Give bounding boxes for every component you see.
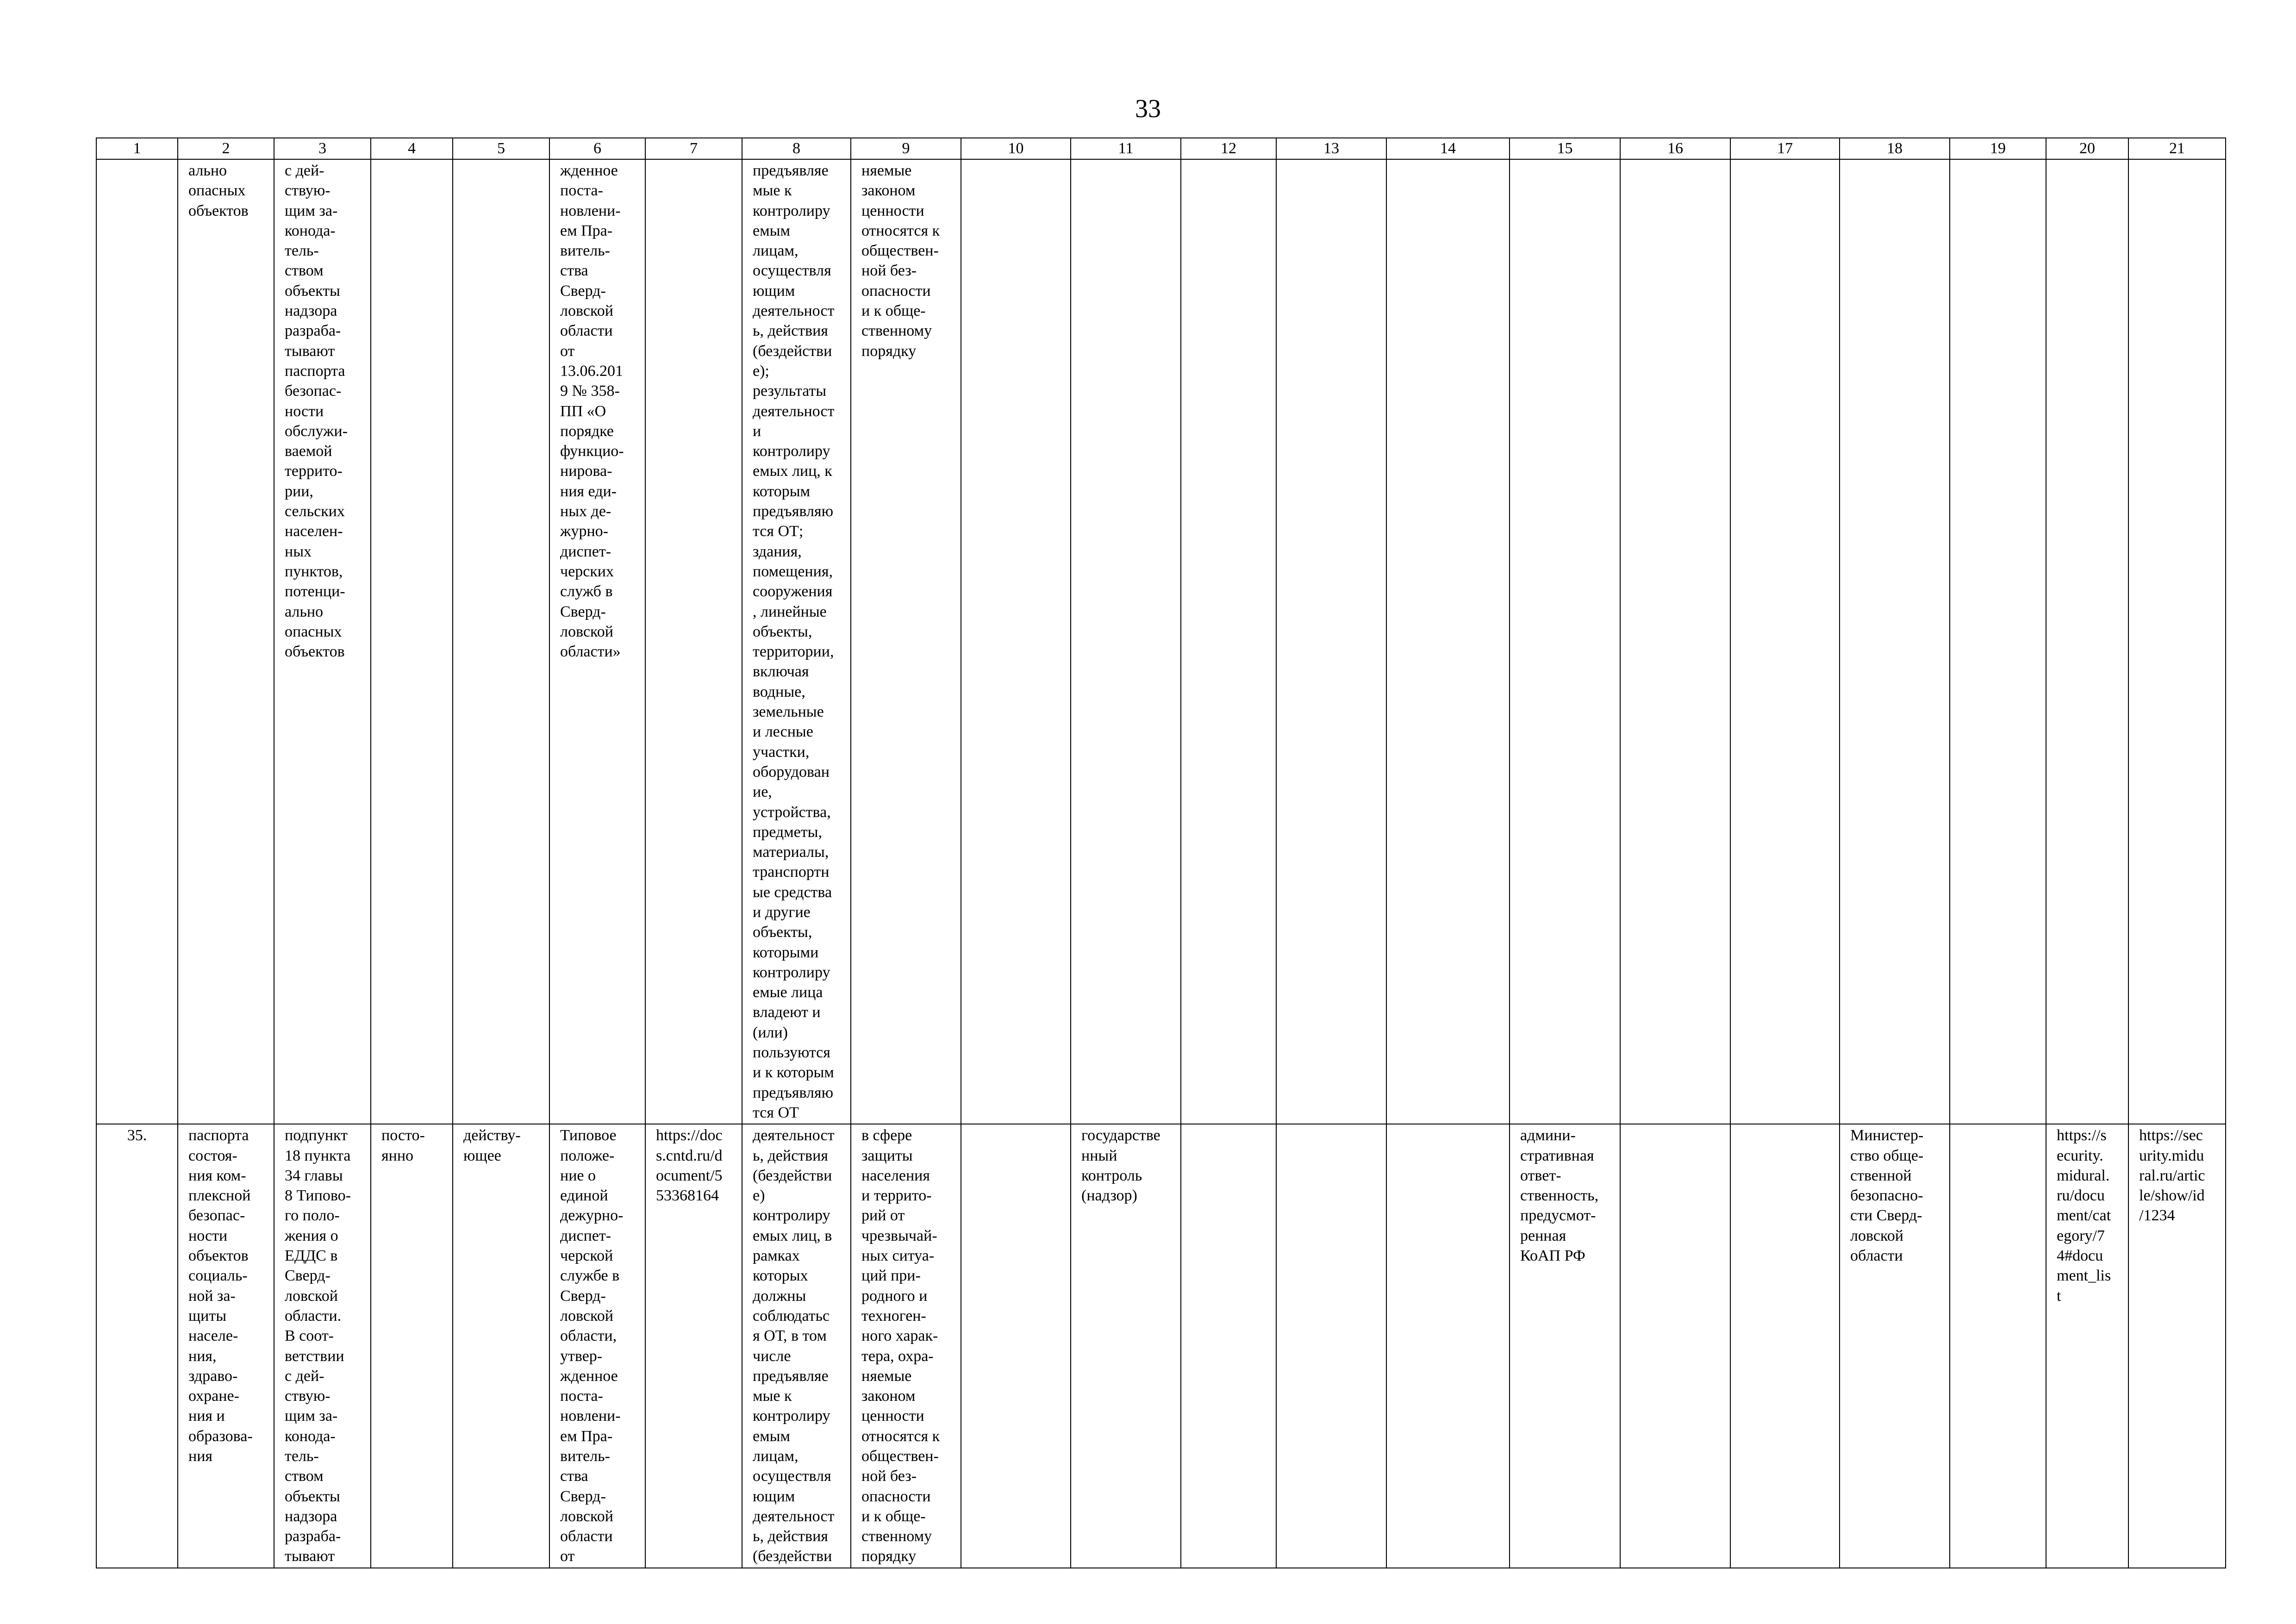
column-number: 9	[851, 138, 961, 159]
table-cell	[1071, 159, 1181, 1124]
table-cell: Министер- ство обще- ственной безопасно- сти Сверд- ловской области	[1840, 1124, 1950, 1568]
table-cell: https://s ecurity. midural. ru/docu ment/cat egory/7 4#docu ment_lis t	[2046, 1124, 2128, 1568]
column-number: 16	[1620, 138, 1730, 159]
table-cell	[1181, 159, 1276, 1124]
column-number: 8	[742, 138, 851, 159]
table-cell: жденное поста- новлени- ем Пра- витель- ства Сверд- ловской области от 13.06.201 9 № 358- ПП «О порядке функцио- нирова- ния еди- ных де- журно- диспет- черских служб в Сверд- ловской области»	[549, 159, 645, 1124]
table-cell	[1181, 1124, 1276, 1568]
table-cell: няемые законом ценности относятся к обществен- ной без- опасности и к обще- ственному порядку	[851, 159, 961, 1124]
table-row	[96, 159, 2226, 1124]
table-cell: с дей- ствую- щим за- конода- тель- ством объекты надзора разраба- тывают паспорта безопас- ности обслужи- ваемой террито- рии, сельских населен- ных пунктов, потенци- ально опасных объектов	[274, 159, 371, 1124]
table-cell: https://doc s.cntd.ru/d ocument/5 53368164	[645, 1124, 742, 1568]
table-cell	[2128, 159, 2226, 1124]
column-number: 17	[1730, 138, 1840, 159]
table-cell: государстве нный контроль (надзор)	[1071, 1124, 1181, 1568]
table-cell	[1950, 1124, 2046, 1568]
column-number: 15	[1510, 138, 1620, 159]
table-cell: Типовое положе- ние о единой дежурно- диспет- черской службе в Сверд- ловской области, утвер- жденное поста- новлени- ем Пра- витель- ства Сверд- ловской области от	[549, 1124, 645, 1568]
table-cell	[1276, 1124, 1386, 1568]
table-cell: в сфере защиты населения и террито- рий от чрезвычай- ных ситуа- ций при- родного и техноген- ного харак- тера, охра- няемые законом ценности относятся к обществен- ной без- опасности и к обще- ственному порядку	[851, 1124, 961, 1568]
column-number: 3	[274, 138, 371, 159]
column-number: 21	[2128, 138, 2226, 159]
column-number: 11	[1071, 138, 1181, 159]
table-cell	[1950, 159, 2046, 1124]
table-cell: паспорта состоя- ния ком- плексной безопас- ности объектов социаль- ной за- щиты населе- ния, здраво- охране- ния и образова- ния	[178, 1124, 274, 1568]
table-cell	[1510, 159, 1620, 1124]
table-cell	[1386, 1124, 1510, 1568]
column-number: 12	[1181, 138, 1276, 159]
column-number: 4	[371, 138, 453, 159]
table-row	[96, 1124, 2226, 1568]
table-cell	[371, 159, 453, 1124]
table-cell: предъявляе мые к контролиру емым лицам, осуществля ющим деятельност ь, действия (бездействи е); результаты деятельност и контролиру емых лиц, к которым предъявляю тся ОТ; здания, помещения, сооружения , линейные объекты, территории, включая водные, земельные и лесные участки, оборудован ие, устройства, предметы, материалы, транспортн ые средства и другие объекты, которыми контролиру емые лица владеют и (или) пользуются и к которым предъявляю тся ОТ	[742, 159, 851, 1124]
column-number-row	[96, 138, 2226, 159]
table-cell: 35.	[96, 1124, 178, 1568]
table-cell: админи- стративная ответ- ственность, предусмот- ренная КоАП РФ	[1510, 1124, 1620, 1568]
table-cell	[961, 1124, 1071, 1568]
table-cell: посто- янно	[371, 1124, 453, 1568]
column-number: 1	[96, 138, 178, 159]
table-cell	[1620, 1124, 1730, 1568]
column-number: 19	[1950, 138, 2046, 159]
table-cell	[1730, 1124, 1840, 1568]
table-cell: ально опасных объектов	[178, 159, 274, 1124]
table-cell	[1620, 159, 1730, 1124]
document-table	[96, 137, 2226, 1568]
column-number: 13	[1276, 138, 1386, 159]
column-number: 2	[178, 138, 274, 159]
column-number: 18	[1840, 138, 1950, 159]
column-number: 6	[549, 138, 645, 159]
table-cell	[453, 159, 549, 1124]
table-cell	[96, 159, 178, 1124]
table-cell: деятельност ь, действия (бездействи е) контролиру емых лиц, в рамках которых должны соблюдатьс я ОТ, в том числе предъявляе мые к контролиру емым лицам, осуществля ющим деятельност ь, действия (бездействи	[742, 1124, 851, 1568]
column-number: 7	[645, 138, 742, 159]
table-cell	[961, 159, 1071, 1124]
table-cell: https://sec urity.midu ral.ru/artic le/show/id /1234	[2128, 1124, 2226, 1568]
table-cell: действу- ющее	[453, 1124, 549, 1568]
column-number: 5	[453, 138, 549, 159]
column-number: 14	[1386, 138, 1510, 159]
page-number: 33	[1135, 94, 1161, 123]
table-cell	[2046, 159, 2128, 1124]
table-cell	[1840, 159, 1950, 1124]
table-cell	[1276, 159, 1386, 1124]
column-number: 10	[961, 138, 1071, 159]
table-body	[96, 138, 2226, 1568]
table-cell	[1730, 159, 1840, 1124]
table-cell	[645, 159, 742, 1124]
table-cell	[1386, 159, 1510, 1124]
column-number: 20	[2046, 138, 2128, 159]
table-cell: подпункт 18 пункта 34 главы 8 Типово- го поло- жения о ЕДДС в Сверд- ловской области. В соот- ветствии с дей- ствую- щим за- конода- тель- ством объекты надзора разраба- тывают	[274, 1124, 371, 1568]
